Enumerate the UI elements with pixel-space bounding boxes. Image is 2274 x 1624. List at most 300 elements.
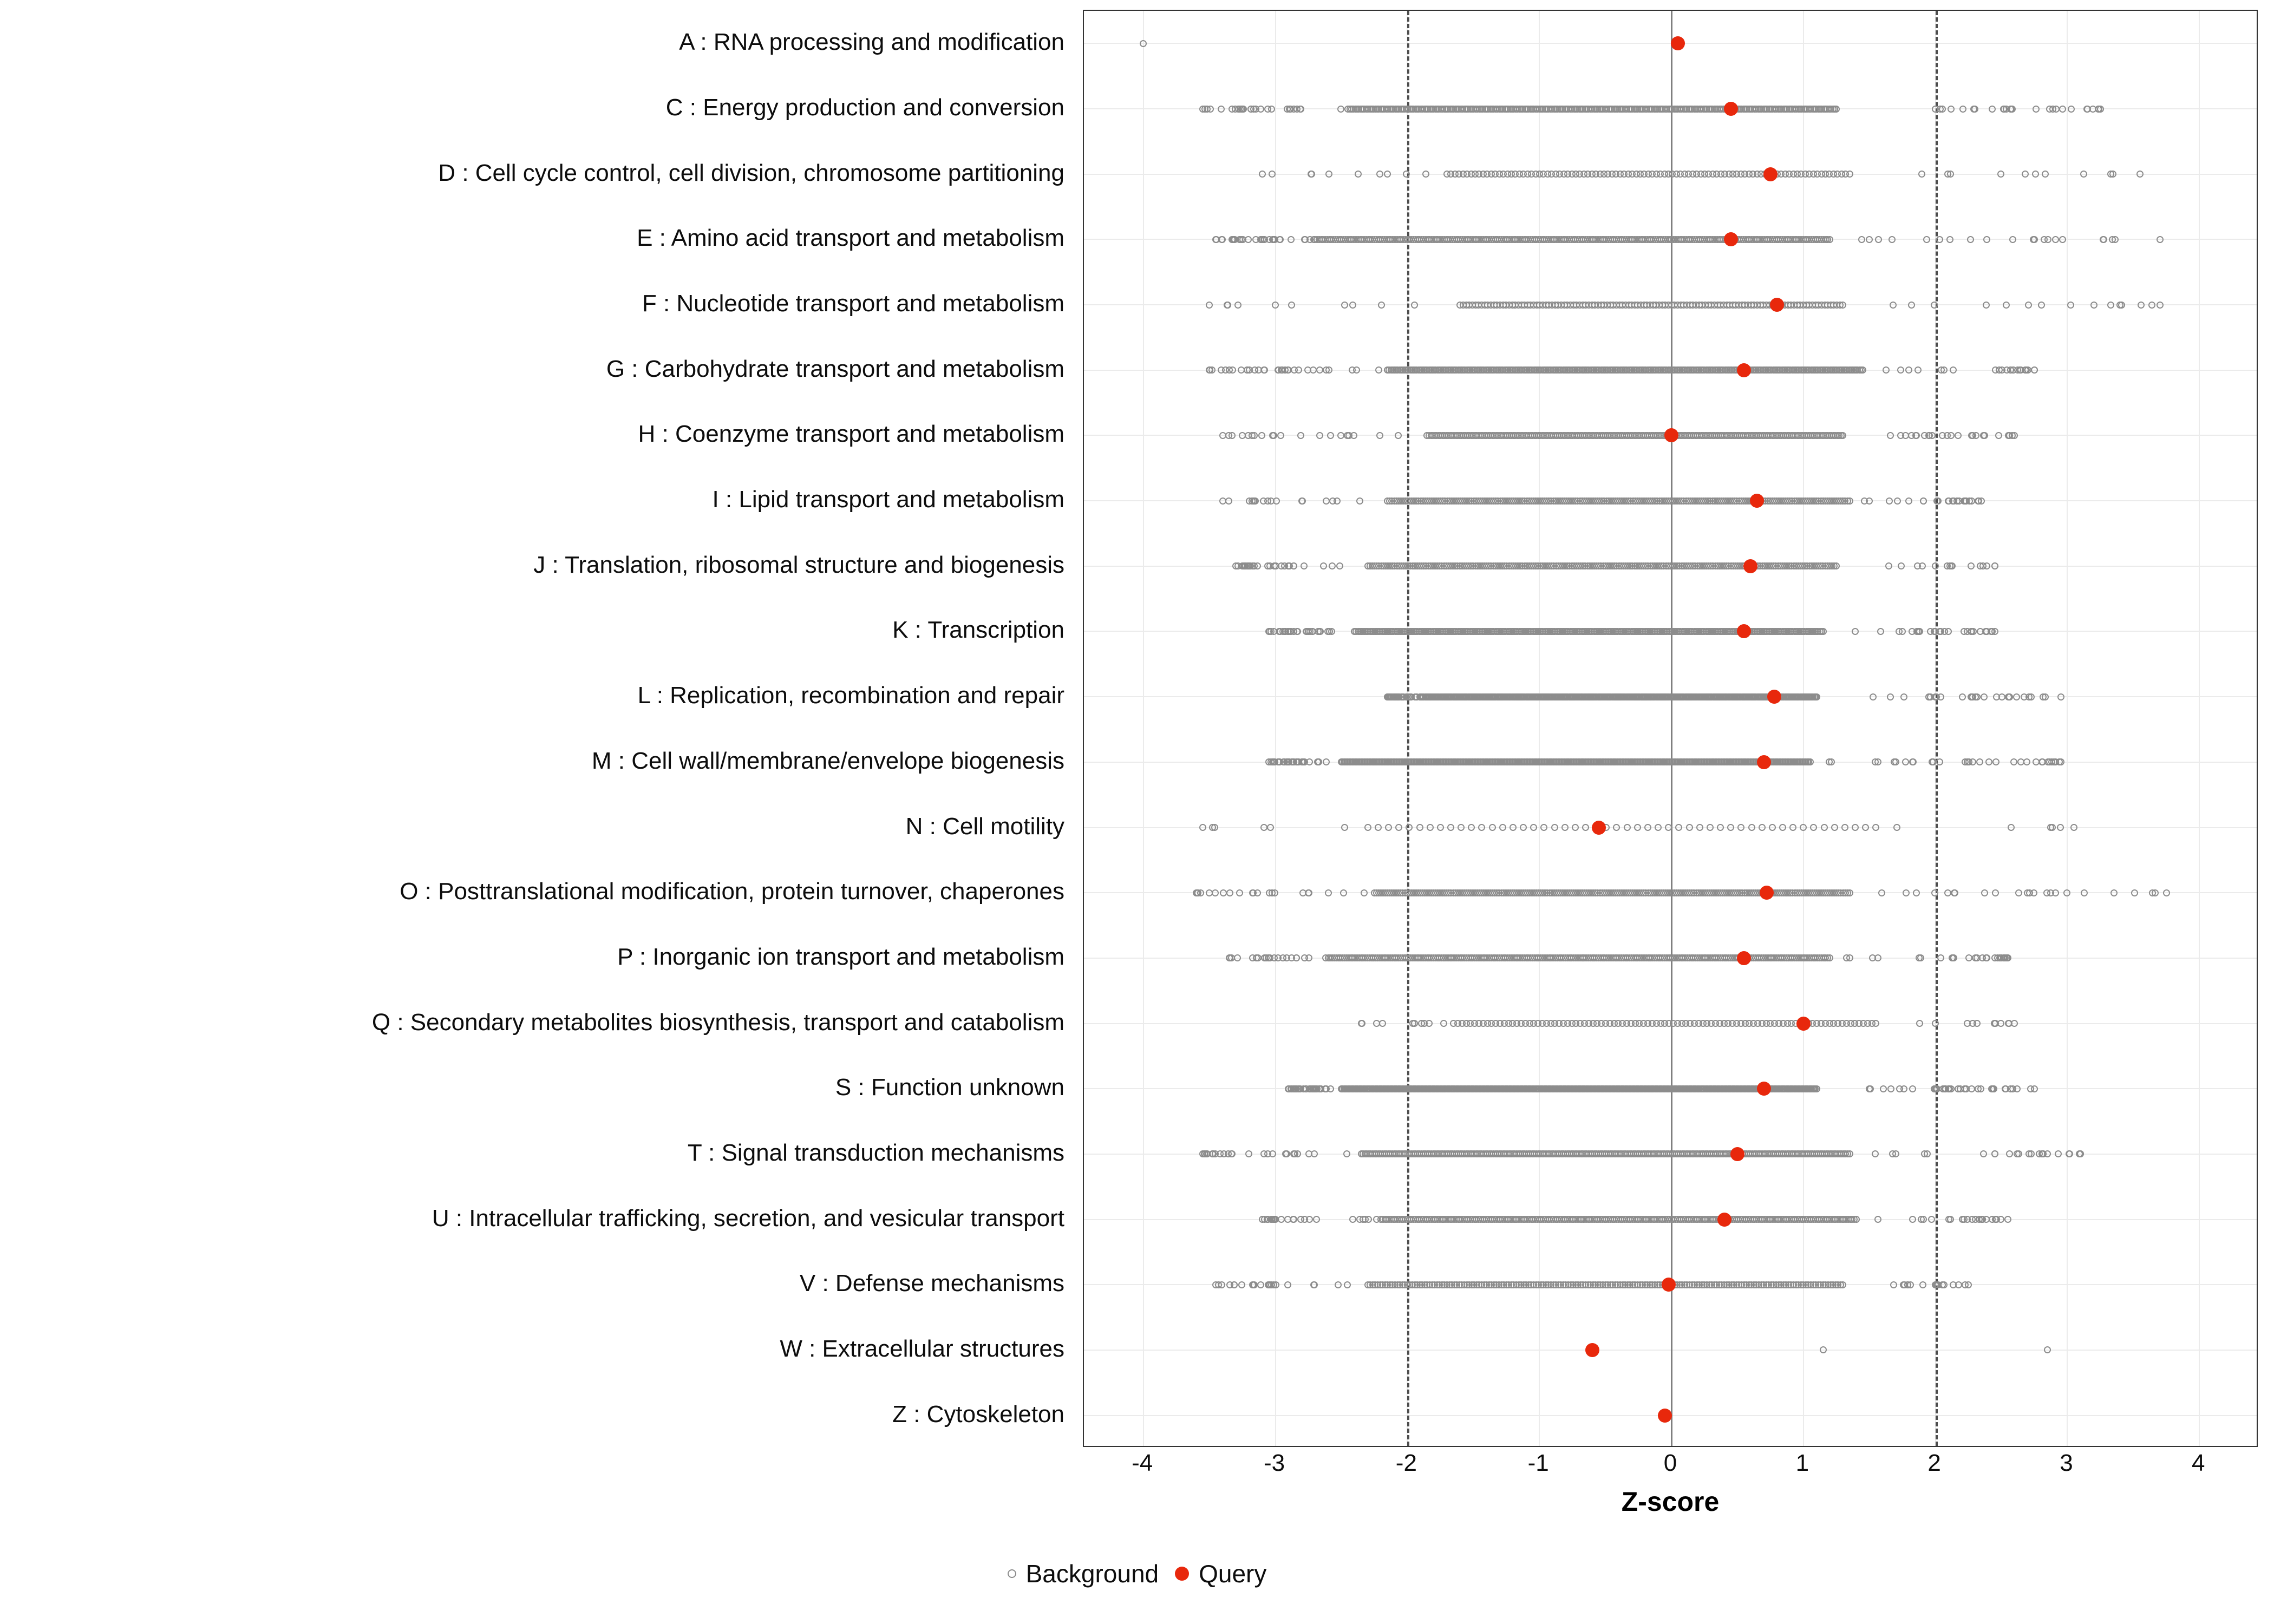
background-point bbox=[1769, 824, 1776, 831]
background-point bbox=[2033, 758, 2040, 765]
background-point bbox=[1737, 824, 1744, 831]
background-point bbox=[1866, 497, 1873, 505]
background-point bbox=[1327, 432, 1334, 439]
background-point bbox=[1675, 824, 1682, 831]
background-point bbox=[1859, 366, 1866, 374]
background-point bbox=[1992, 889, 1999, 896]
background-point bbox=[1903, 889, 1910, 896]
background-point bbox=[1887, 432, 1894, 439]
background-point bbox=[1308, 171, 1315, 178]
background-point bbox=[1846, 889, 1853, 896]
background-point bbox=[1789, 824, 1796, 831]
background-point bbox=[1582, 824, 1589, 831]
background-point bbox=[1299, 497, 1306, 505]
background-point bbox=[1304, 366, 1311, 374]
background-point bbox=[1969, 693, 1976, 700]
background-point bbox=[1893, 824, 1900, 831]
background-point bbox=[1343, 1150, 1350, 1157]
background-point bbox=[1337, 432, 1344, 439]
background-point bbox=[2152, 889, 2159, 896]
background-point bbox=[1325, 889, 1332, 896]
background-point bbox=[1199, 824, 1206, 831]
background-point bbox=[1968, 562, 1975, 569]
background-point bbox=[1878, 889, 1885, 896]
background-point bbox=[1325, 171, 1332, 178]
background-point bbox=[1880, 1085, 1887, 1092]
category-label: M : Cell wall/membrane/envelope biogenesis bbox=[591, 747, 1064, 774]
background-point bbox=[1530, 824, 1537, 831]
background-point bbox=[2009, 236, 2016, 243]
background-point bbox=[2032, 171, 2039, 178]
background-point bbox=[2038, 302, 2045, 309]
background-point bbox=[1384, 171, 1391, 178]
background-point bbox=[1813, 693, 1820, 700]
background-point bbox=[1561, 824, 1569, 831]
background-point bbox=[1551, 824, 1558, 831]
background-point bbox=[1269, 432, 1276, 439]
background-point bbox=[1260, 824, 1267, 831]
background-point bbox=[1813, 1085, 1820, 1092]
background-point bbox=[1846, 497, 1853, 505]
background-point bbox=[1489, 824, 1496, 831]
background-point bbox=[1936, 758, 1943, 765]
background-point bbox=[1826, 954, 1833, 961]
background-point bbox=[1229, 432, 1236, 439]
background-point bbox=[2131, 889, 2138, 896]
background-point bbox=[2007, 366, 2014, 374]
background-point bbox=[2025, 302, 2032, 309]
background-point bbox=[2081, 889, 2088, 896]
background-point bbox=[2077, 1150, 2084, 1157]
background-point bbox=[1340, 889, 1347, 896]
category-label: L : Replication, recombination and repair bbox=[637, 682, 1064, 709]
background-point bbox=[1944, 889, 1951, 896]
background-point bbox=[1305, 889, 1312, 896]
background-point bbox=[1239, 432, 1246, 439]
background-point bbox=[1900, 693, 1907, 700]
category-label: A : RNA processing and modification bbox=[679, 29, 1064, 56]
background-point bbox=[1237, 106, 1244, 113]
background-point bbox=[1967, 236, 1974, 243]
background-point bbox=[2080, 171, 2087, 178]
background-point bbox=[1323, 758, 1330, 765]
background-point bbox=[1395, 824, 1402, 831]
background-point bbox=[1992, 1020, 1999, 1027]
background-point bbox=[1902, 758, 1909, 765]
background-point bbox=[1968, 628, 1975, 635]
background-point bbox=[1909, 1085, 1916, 1092]
background-point bbox=[1992, 758, 1999, 765]
background-point bbox=[2084, 106, 2091, 113]
background-point bbox=[2057, 758, 2064, 765]
background-point bbox=[1810, 824, 1817, 831]
background-point bbox=[2107, 171, 2114, 178]
background-point bbox=[1302, 236, 1309, 243]
background-point bbox=[1301, 562, 1308, 569]
background-point bbox=[1199, 106, 1206, 113]
background-point bbox=[1935, 497, 1942, 505]
background-point bbox=[1373, 1216, 1380, 1223]
background-point bbox=[1991, 562, 1998, 569]
background-point bbox=[1269, 1150, 1276, 1157]
background-point bbox=[2011, 432, 2018, 439]
background-point bbox=[1997, 171, 2004, 178]
background-point bbox=[1874, 758, 1881, 765]
background-point bbox=[2017, 758, 2024, 765]
background-point bbox=[1983, 628, 1990, 635]
background-point bbox=[1329, 562, 1336, 569]
background-point bbox=[1219, 432, 1226, 439]
background-point bbox=[1821, 824, 1828, 831]
background-point bbox=[1877, 628, 1884, 635]
background-point bbox=[1305, 954, 1312, 961]
background-point bbox=[1897, 366, 1904, 374]
background-point bbox=[1336, 562, 1343, 569]
category-label: K : Transcription bbox=[892, 617, 1064, 644]
background-point bbox=[2052, 236, 2059, 243]
background-point bbox=[1422, 171, 1429, 178]
background-point bbox=[2000, 106, 2007, 113]
background-point bbox=[1297, 1216, 1304, 1223]
background-point bbox=[1356, 1216, 1363, 1223]
background-point bbox=[1294, 628, 1301, 635]
background-point bbox=[2025, 693, 2033, 700]
background-point bbox=[1887, 1085, 1894, 1092]
background-point bbox=[1981, 432, 1988, 439]
reference-line-dashed bbox=[1936, 11, 1938, 1446]
background-point bbox=[1288, 302, 1295, 309]
background-point bbox=[1376, 432, 1383, 439]
background-point bbox=[1317, 628, 1324, 635]
category-label: S : Function unknown bbox=[835, 1074, 1064, 1101]
background-point bbox=[2042, 171, 2049, 178]
background-point bbox=[1219, 497, 1226, 505]
background-point bbox=[1862, 824, 1869, 831]
background-point bbox=[1265, 628, 1272, 635]
background-point bbox=[1979, 562, 1987, 569]
background-point bbox=[1378, 302, 1385, 309]
category-label: E : Amino acid transport and metabolism bbox=[637, 225, 1064, 252]
category-label: C : Energy production and conversion bbox=[665, 94, 1064, 121]
background-point bbox=[2031, 1085, 2038, 1092]
background-point bbox=[1311, 1085, 1318, 1092]
background-point bbox=[1306, 1216, 1313, 1223]
background-point bbox=[1696, 824, 1703, 831]
background-point bbox=[2110, 889, 2118, 896]
background-point bbox=[1897, 432, 1904, 439]
background-point bbox=[1510, 824, 1517, 831]
background-point bbox=[2112, 236, 2119, 243]
background-point bbox=[1908, 432, 1915, 439]
background-point bbox=[2059, 236, 2066, 243]
background-point bbox=[2063, 889, 2070, 896]
background-point bbox=[2011, 1020, 2018, 1027]
category-label: W : Extracellular structures bbox=[780, 1335, 1064, 1362]
category-axis-labels bbox=[0, 0, 1076, 1456]
background-point bbox=[1356, 497, 1363, 505]
background-point bbox=[1896, 628, 1903, 635]
background-point bbox=[1277, 628, 1284, 635]
background-point bbox=[2059, 106, 2066, 113]
background-point bbox=[1976, 758, 1983, 765]
background-point bbox=[1385, 824, 1392, 831]
background-point bbox=[1345, 432, 1352, 439]
category-label: N : Cell motility bbox=[905, 813, 1064, 840]
background-point bbox=[1959, 693, 1966, 700]
background-point bbox=[1995, 432, 2002, 439]
background-point bbox=[1218, 106, 1225, 113]
background-point bbox=[1297, 106, 1304, 113]
background-point bbox=[2049, 824, 2056, 831]
background-point bbox=[1932, 1020, 1939, 1027]
background-point bbox=[1323, 497, 1330, 505]
background-point bbox=[1950, 366, 1957, 374]
background-point bbox=[1889, 236, 1896, 243]
background-point bbox=[1969, 1216, 1976, 1223]
background-point bbox=[2090, 302, 2097, 309]
background-point bbox=[1206, 889, 1213, 896]
background-point bbox=[1644, 824, 1651, 831]
background-point bbox=[1259, 171, 1266, 178]
background-point bbox=[1928, 1216, 1935, 1223]
background-point bbox=[1998, 693, 2005, 700]
background-point bbox=[1468, 824, 1475, 831]
background-point bbox=[1252, 236, 1259, 243]
background-point bbox=[1272, 302, 1279, 309]
background-point bbox=[1727, 824, 1734, 831]
background-point bbox=[2070, 824, 2077, 831]
background-point bbox=[1977, 628, 1984, 635]
background-point bbox=[1337, 106, 1344, 113]
background-point bbox=[1230, 236, 1237, 243]
background-point bbox=[1853, 1216, 1860, 1223]
background-point bbox=[1393, 693, 1400, 700]
background-point bbox=[1892, 758, 1899, 765]
background-point bbox=[1297, 432, 1304, 439]
background-point bbox=[1458, 824, 1465, 831]
background-point bbox=[1874, 954, 1881, 961]
background-point bbox=[1962, 758, 1969, 765]
background-point bbox=[1937, 954, 1944, 961]
background-point bbox=[1925, 693, 1932, 700]
background-point bbox=[1936, 236, 1943, 243]
background-point bbox=[1867, 1085, 1874, 1092]
background-point bbox=[1961, 497, 1968, 505]
background-point bbox=[2009, 106, 2016, 113]
background-point bbox=[1989, 106, 1996, 113]
background-point bbox=[2066, 1150, 2073, 1157]
background-point bbox=[1932, 106, 1939, 113]
background-point bbox=[1968, 1085, 1975, 1092]
background-point bbox=[2157, 302, 2164, 309]
background-point bbox=[1520, 824, 1527, 831]
background-point bbox=[1959, 106, 1966, 113]
category-label: I : Lipid transport and metabolism bbox=[712, 486, 1064, 513]
background-point bbox=[2100, 236, 2107, 243]
background-point bbox=[1224, 302, 1231, 309]
background-point bbox=[1905, 366, 1912, 374]
background-point bbox=[1245, 1150, 1252, 1157]
background-point bbox=[2138, 302, 2145, 309]
category-label: J : Translation, ribosomal structure and biogenesis bbox=[533, 551, 1064, 578]
category-label: O : Posttranslational modification, protein turnover, chaperones bbox=[400, 878, 1064, 905]
background-point bbox=[1206, 302, 1213, 309]
background-point bbox=[1948, 562, 1955, 569]
background-point bbox=[1894, 497, 1901, 505]
background-point bbox=[1353, 366, 1360, 374]
background-point bbox=[1624, 824, 1631, 831]
background-point bbox=[1236, 889, 1243, 896]
background-point bbox=[1908, 302, 1915, 309]
gridline-vertical bbox=[1539, 11, 1540, 1446]
background-point bbox=[1833, 562, 1840, 569]
background-point bbox=[1945, 628, 1952, 635]
background-point bbox=[1931, 302, 1938, 309]
gridline-vertical bbox=[2067, 11, 2068, 1446]
background-point bbox=[2005, 693, 2012, 700]
category-label: P : Inorganic ion transport and metabolism bbox=[617, 943, 1064, 970]
background-point bbox=[1717, 824, 1724, 831]
background-point bbox=[1229, 1150, 1236, 1157]
background-point bbox=[1277, 432, 1284, 439]
background-point bbox=[1866, 236, 1873, 243]
background-point bbox=[1981, 889, 1988, 896]
category-label: G : Carbohydrate transport and metabolism bbox=[606, 355, 1064, 382]
background-point bbox=[1247, 106, 1254, 113]
background-point bbox=[1267, 824, 1274, 831]
background-point bbox=[1416, 824, 1423, 831]
background-point bbox=[1846, 1150, 1853, 1157]
background-point bbox=[1916, 1020, 1923, 1027]
background-point bbox=[2163, 889, 2170, 896]
background-point bbox=[1707, 824, 1714, 831]
background-point bbox=[1306, 758, 1313, 765]
background-point bbox=[1540, 824, 1547, 831]
background-point bbox=[1406, 824, 1413, 831]
background-point bbox=[1234, 302, 1241, 309]
background-point bbox=[1655, 824, 1662, 831]
background-point bbox=[1944, 171, 1951, 178]
background-point bbox=[1329, 497, 1336, 505]
background-point bbox=[1229, 366, 1236, 374]
background-point bbox=[1361, 889, 1368, 896]
background-point bbox=[1322, 954, 1329, 961]
background-point bbox=[2055, 1150, 2062, 1157]
background-point bbox=[1833, 106, 1840, 113]
background-point bbox=[1294, 1150, 1301, 1157]
background-point bbox=[1226, 954, 1233, 961]
background-point bbox=[1839, 302, 1846, 309]
background-point bbox=[1220, 889, 1227, 896]
background-point bbox=[1375, 366, 1382, 374]
background-point bbox=[1268, 106, 1275, 113]
background-point bbox=[1974, 1020, 1981, 1027]
gridline-vertical bbox=[1143, 11, 1144, 1446]
background-point bbox=[1288, 236, 1295, 243]
background-point bbox=[1965, 954, 1972, 961]
background-point bbox=[2006, 1150, 2013, 1157]
background-point bbox=[1284, 106, 1291, 113]
category-label: Q : Secondary metabolites biosynthesis, transport and catabolism bbox=[371, 1009, 1064, 1036]
background-point bbox=[1918, 171, 1925, 178]
background-point bbox=[1251, 432, 1258, 439]
background-point bbox=[1260, 366, 1267, 374]
background-point bbox=[1226, 889, 1233, 896]
background-point bbox=[1364, 824, 1371, 831]
background-point bbox=[1395, 432, 1402, 439]
plot-panel bbox=[1083, 10, 2258, 1447]
background-point bbox=[1887, 693, 1894, 700]
background-point bbox=[1355, 171, 1362, 178]
background-point bbox=[2068, 106, 2075, 113]
background-point bbox=[1870, 693, 1877, 700]
background-point bbox=[1325, 366, 1332, 374]
background-point bbox=[1948, 106, 1955, 113]
background-point bbox=[2010, 758, 2017, 765]
background-point bbox=[1384, 693, 1391, 700]
background-point bbox=[1978, 497, 1985, 505]
background-point bbox=[2031, 366, 2038, 374]
background-point bbox=[1846, 954, 1853, 961]
background-point bbox=[1278, 366, 1285, 374]
background-point bbox=[1985, 758, 1992, 765]
background-point bbox=[1807, 758, 1814, 765]
background-point bbox=[1257, 106, 1264, 113]
background-point bbox=[1779, 824, 1786, 831]
category-label: V : Defense mechanisms bbox=[799, 1270, 1064, 1297]
background-point bbox=[1874, 1216, 1881, 1223]
background-point bbox=[1913, 889, 1920, 896]
background-point bbox=[1365, 1216, 1372, 1223]
background-point bbox=[1193, 889, 1200, 896]
background-point bbox=[1341, 824, 1348, 831]
background-point bbox=[1311, 1150, 1318, 1157]
background-point bbox=[1968, 432, 1975, 439]
background-point bbox=[1900, 1085, 1907, 1092]
background-point bbox=[1924, 1150, 1931, 1157]
background-point bbox=[1977, 1085, 1984, 1092]
background-point bbox=[1945, 497, 1952, 505]
background-point bbox=[2043, 889, 2050, 896]
background-point bbox=[1983, 302, 1990, 309]
background-point bbox=[1254, 889, 1261, 896]
background-point bbox=[1852, 824, 1859, 831]
background-point bbox=[2157, 236, 2164, 243]
background-point bbox=[1299, 889, 1306, 896]
background-point bbox=[1316, 432, 1323, 439]
background-point bbox=[2008, 824, 2015, 831]
background-point bbox=[1937, 693, 1944, 700]
background-point bbox=[1407, 693, 1414, 700]
background-point bbox=[1905, 497, 1912, 505]
background-point bbox=[1373, 1020, 1380, 1027]
background-point bbox=[1285, 628, 1292, 635]
background-point bbox=[1686, 824, 1693, 831]
background-point bbox=[1831, 824, 1838, 831]
background-point bbox=[1427, 824, 1434, 831]
background-point bbox=[1349, 1216, 1356, 1223]
background-point bbox=[2042, 693, 2049, 700]
background-point bbox=[1885, 562, 1892, 569]
background-point bbox=[1239, 236, 1246, 243]
background-point bbox=[2044, 236, 2051, 243]
background-point bbox=[1358, 1020, 1365, 1027]
background-point bbox=[1212, 889, 1219, 896]
background-point bbox=[1858, 236, 1865, 243]
background-point bbox=[2030, 236, 2037, 243]
background-point bbox=[2004, 954, 2011, 961]
background-point bbox=[1931, 889, 1938, 896]
